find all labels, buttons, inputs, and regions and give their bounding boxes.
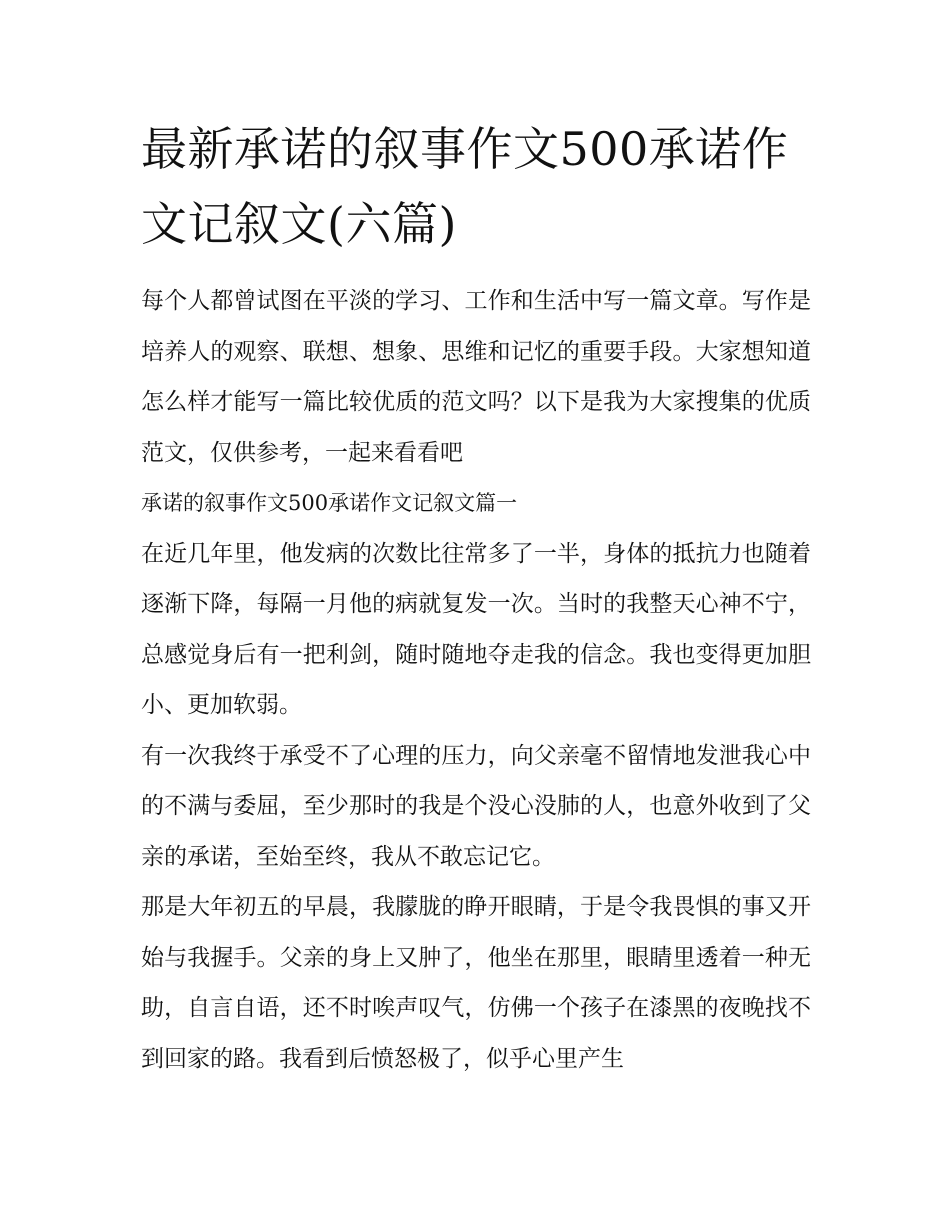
document-title: 最新承诺的叙事作文500承诺作文记叙文(六篇) bbox=[141, 122, 789, 251]
section-heading: 承诺的叙事作文500承诺作文记叙文篇一 bbox=[141, 491, 518, 515]
body-paragraph-2: 有一次我终于承受不了心理的压力，向父亲毫不留情地发泄我心中的不满与委屈，至少那时的我是个没心没肺的人，也意外收到了父亲的承诺，至始至终，我从不敢忘记它。 bbox=[141, 742, 811, 870]
document-body bbox=[141, 112, 811, 1084]
intro-paragraph: 每个人都曾试图在平淡的学习、工作和生活中写一篇文章。写作是培养人的观察、联想、想象、思维和记忆的重要手段。大家想知道怎么样才能写一篇比较优质的范文吗？以下是我为大家搜集的优质范文，仅供参考，一起来看看吧 bbox=[141, 288, 811, 466]
body-paragraph-1: 在近几年里，他发病的次数比往常多了一半，身体的抵抗力也随着逐渐下降，每隔一月他的病就复发一次。当时的我整天心神不宁，总感觉身后有一把利剑，随时随地夺走我的信念。我也变得更加胆小、更加软弱。 bbox=[141, 540, 811, 718]
body-paragraph-3: 那是大年初五的早晨，我朦胧的睁开眼睛，于是令我畏惧的事又开始与我握手。父亲的身上又肿了，他坐在那里，眼睛里透着一种无助，自言自语，还不时唉声叹气，仿佛一个孩子在漆黑的夜晚找不到回家的路。我看到后愤怒极了，似乎心里产生 bbox=[141, 894, 811, 1072]
